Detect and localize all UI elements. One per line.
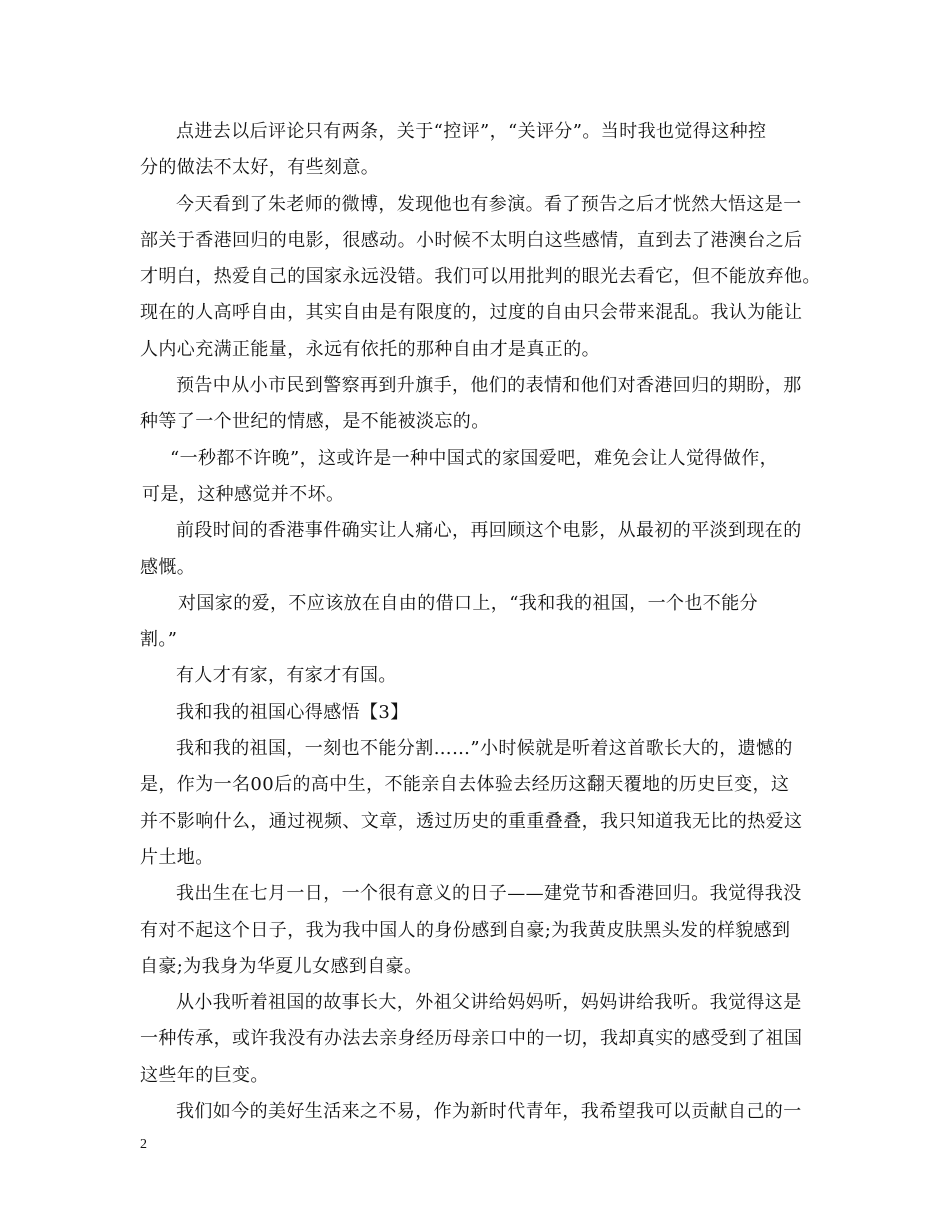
page-number: 2 <box>140 1137 147 1152</box>
section-heading: 我和我的祖国心得感悟【3】 <box>176 701 409 723</box>
text-line: 可是，这种感觉并不坏。 <box>142 483 345 505</box>
text-line: 预告中从小市民到警察再到升旗手，他们的表情和他们对香港回归的期盼，那 <box>176 375 802 397</box>
text-line: 我出生在七月一日，一个很有意义的日子——建党节和香港回归。我觉得我没 <box>176 883 802 905</box>
text-line: 点进去以后评论只有两条，关于“控评”，“关评分”。当时我也觉得这种控 <box>176 121 767 142</box>
text-line: 片土地。 <box>140 846 214 868</box>
text-line: 从小我听着祖国的故事长大，外祖父讲给妈妈听，妈妈讲给我听。我觉得这是 <box>176 992 802 1014</box>
text-line: “一秒都不许晚”，这或许是一种中国式的家国爱吧，难免会让人觉得做作， <box>170 447 779 469</box>
text-line: 是，作为一名00后的高中生，不能亲自去体验去经历这翻天覆地的历史巨变，这 <box>140 774 790 796</box>
text-line: 自豪;为我身为华夏儿女感到自豪。 <box>140 955 423 977</box>
text-line: 分的做法不太好，有些刻意。 <box>140 157 380 179</box>
text-line: 人内心充满正能量，永远有依托的那种自由才是真正的。 <box>140 338 600 360</box>
text-line: 对国家的爱，不应该放在自由的借口上，“我和我的祖国，一个也不能分 <box>178 592 758 614</box>
text-line: 这些年的巨变。 <box>140 1064 269 1086</box>
text-line: 才明白，热爱自己的国家永远没错。我们可以用批判的眼光去看它，但不能放弃他。 <box>140 266 821 288</box>
text-line: 种等了一个世纪的情感，是不能被淡忘的。 <box>140 411 490 433</box>
text-line: 并不影响什么，通过视频、文章，透过历史的重重叠叠，我只知道我无比的热爱这 <box>140 810 803 832</box>
text-line: 部关于香港回归的电影，很感动。小时候不太明白这些感情，直到去了港澳台之后 <box>140 229 803 251</box>
text-line: 感慨。 <box>140 556 196 578</box>
text-line: 我们如今的美好生活来之不易，作为新时代青年，我希望我可以贡献自己的一 <box>176 1101 802 1123</box>
text-line: 有人才有家，有家才有国。 <box>176 665 397 687</box>
document-body <box>140 114 821 1130</box>
text-line: 前段时间的香港事件确实让人痛心，再回顾这个电影，从最初的平淡到现在的 <box>176 520 802 542</box>
text-line: 割。” <box>140 629 178 651</box>
text-line: 有对不起这个日子，我为我中国人的身份感到自豪;为我黄皮肤黑头发的样貌感到 <box>140 919 791 941</box>
text-line: 一种传承，或许我没有办法去亲身经历母亲口中的一切，我却真实的感受到了祖国 <box>140 1028 803 1050</box>
text-line: 今天看到了朱老师的微博，发现他也有参演。看了预告之后才恍然大悟这是一 <box>176 193 802 215</box>
text-line: 现在的人高呼自由，其实自由是有限度的，过度的自由只会带来混乱。我认为能让 <box>140 302 803 324</box>
text-line: 我和我的祖国，一刻也不能分割……”小时候就是听着这首歌长大的，遗憾的 <box>176 738 793 760</box>
